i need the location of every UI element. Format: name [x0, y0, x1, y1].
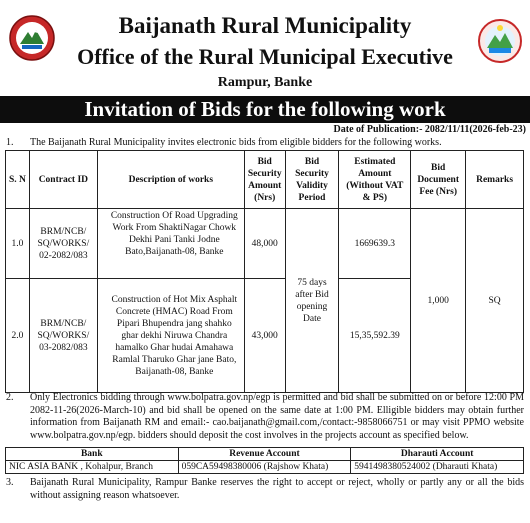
header-dharauti-account: Dharauti Account: [351, 448, 524, 461]
header-description: Description of works: [97, 151, 244, 209]
municipality-title: Baijanath Rural Municipality: [118, 13, 412, 38]
publication-date: Date of Publication:- 2082/11/11(2026-feb-23): [333, 124, 526, 135]
note3-text: Baijanath Rural Municipality, Rampur Banke reserves the right to accept or reject, wholly or partly any or all the bids without assigning reason whatsoever.: [30, 477, 524, 501]
intro-text: The Baijanath Rural Municipality invites electronic bids from eligible bidders for the following works.: [30, 137, 442, 148]
office-title: Office of the Rural Municipal Executive: [77, 44, 453, 69]
header-remarks: Remarks: [466, 151, 524, 209]
header-estimated-amount: Estimated Amount (Without VAT & PS): [339, 151, 411, 209]
table-header-row: [6, 151, 524, 209]
submission-note: [6, 392, 526, 442]
revenue-account-number: 059CA59498380006 (Rajshow Khata): [178, 461, 351, 474]
bid-document-fee-cell: 1,000: [411, 209, 466, 393]
header-contract-id: Contract ID: [29, 151, 97, 209]
header-bid-security-validity: Bid Security Validity Period: [285, 151, 339, 209]
row-estimated-amount: 15,35,592.39: [339, 279, 411, 393]
intro-paragraph: [6, 137, 526, 149]
header-bank: Bank: [6, 448, 179, 461]
remarks-cell: SQ: [466, 209, 524, 393]
intro-number: 1.: [6, 137, 14, 148]
bank-name: NIC ASIA BANK , Kohalpur, Branch: [6, 461, 179, 474]
note3-number: 3.: [6, 477, 14, 488]
header-revenue-account: Revenue Account: [178, 448, 351, 461]
row-contract-id: BRM/NCB/ SQ/WORKS/ 03-2082/083: [29, 279, 97, 393]
bid-invitation-banner: Invitation of Bids for the following work: [0, 96, 530, 123]
table-row: [6, 461, 524, 474]
row-contract-id: BRM/NCB/ SQ/WORKS/ 02-2082/083: [29, 209, 97, 279]
bid-security-validity-cell: 75 days after Bid opening Date: [285, 209, 339, 393]
location-line: Rampur, Banke: [217, 75, 313, 90]
bid-works-table: [5, 150, 524, 393]
bank-accounts-table: [5, 447, 524, 474]
header-bid-security-amount: Bid Security Amount (Nrs): [244, 151, 285, 209]
row-bid-security-amount: 48,000: [244, 209, 285, 279]
header-bid-document-fee: Bid Document Fee (Nrs): [411, 151, 466, 209]
row-bid-security-amount: 43,000: [244, 279, 285, 393]
accounts-header-row: [6, 448, 524, 461]
row-sn: 2.0: [6, 279, 30, 393]
reservation-note: [6, 477, 526, 502]
row-sn: 1.0: [6, 209, 30, 279]
header-sn: S. N: [6, 151, 30, 209]
table-row: [6, 209, 524, 279]
row-estimated-amount: 1669639.3: [339, 209, 411, 279]
note2-number: 2.: [6, 392, 14, 403]
note2-text: Only Electronics bidding through www.bolpatra.gov.np/egp is permitted and bid shall be submitted on or before 12:00 PM 2082-11-26(2026-March-10) and bid shall be opened on the same date at 1:00 PM. Elligible bidders may obtain further information from Baijanath RM and email:- cao.baijanath@gmail.com,/contact:-9858066751 or may visit PPMO website www.bolpatra.gov.np/egp. bidders should deposit the cost involves in the projects account as specified below.: [30, 392, 524, 441]
municipality-logo: [478, 18, 522, 64]
row-description: Construction of Hot Mix Asphalt Concrete (HMAC) Road From Pipari Bhupendra jang shahko ghar dekhi Niruwa Chandra hamalko Ghar hudai Amahawa Ramlal Tharuko Ghar jane Bato, Baijanath-08, Banke: [97, 279, 244, 393]
dharauti-account-number: 5941498380524002 (Dharauti Khata): [351, 461, 524, 474]
letterhead: [0, 0, 530, 96]
row-description: Construction Of Road Upgrading Work From ShaktiNagar Chowk Dekhi Pani Tanki Jodne Bato,Baijanath-08, Banke: [97, 209, 244, 279]
